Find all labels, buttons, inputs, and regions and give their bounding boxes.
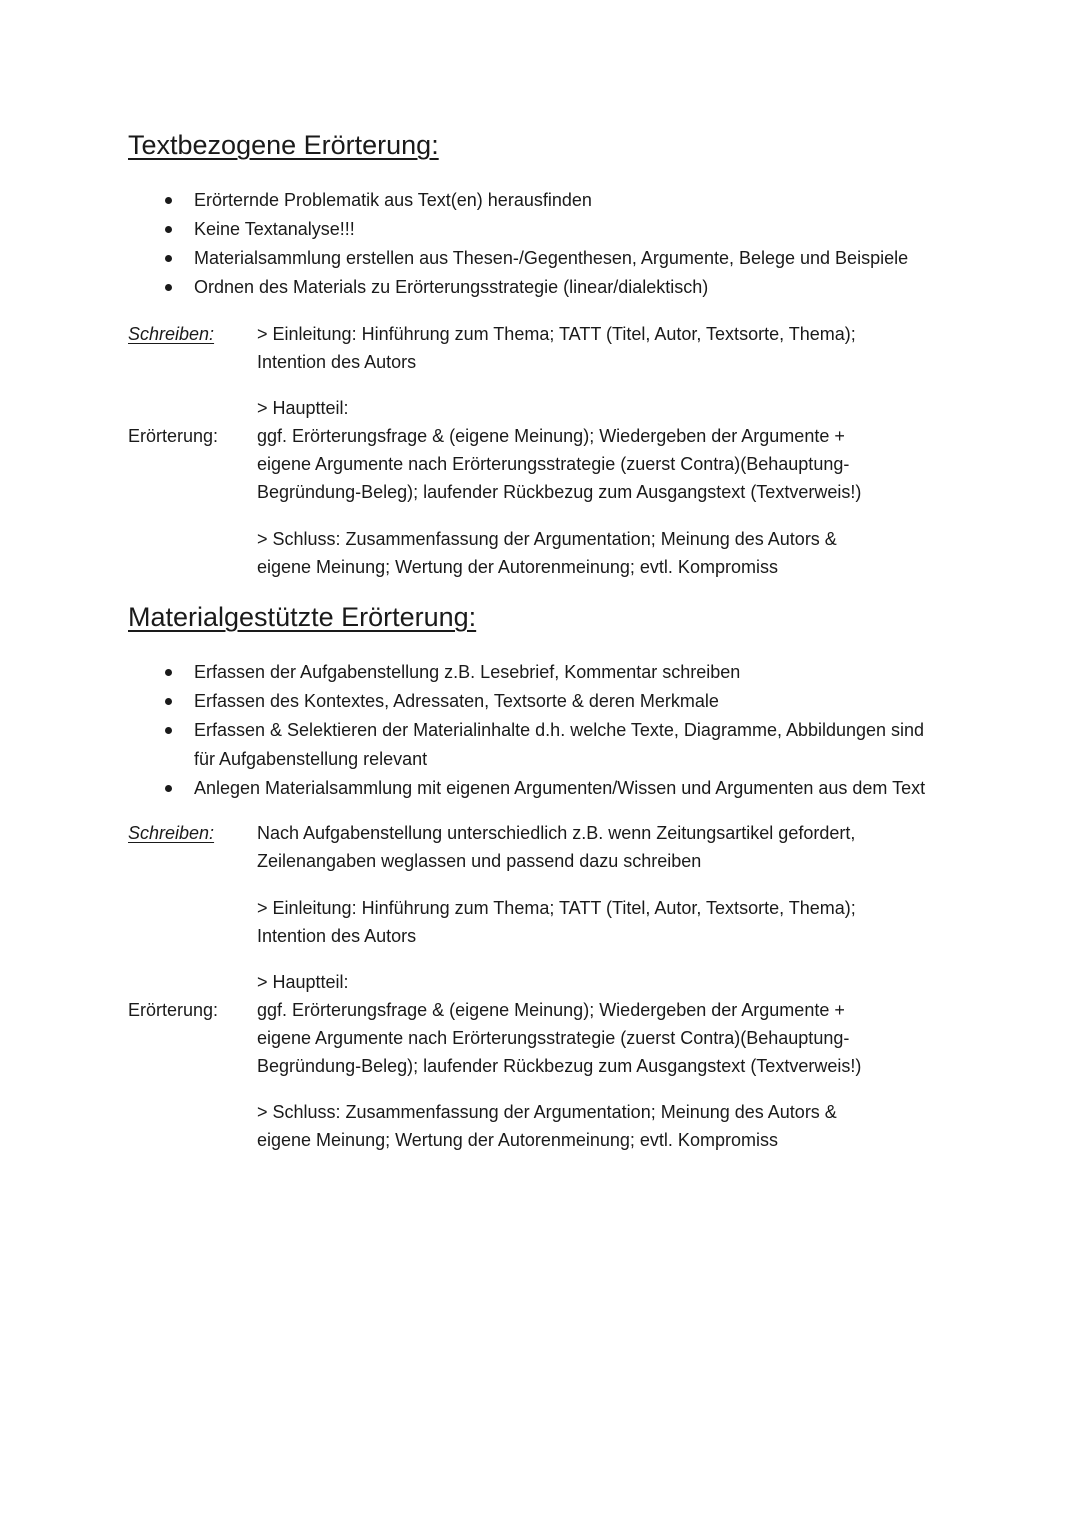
list-item: Anlegen Materialsammlung mit eigenen Argumenten/Wissen und Argumenten aus dem Text: [158, 774, 958, 803]
section1-hauptteil: [257, 394, 957, 506]
section1-eroerterung-label: Erörterung:: [128, 426, 219, 446]
text-line: > Einleitung: Hinführung zum Thema; TATT (Titel, Autor, Textsorte, Thema);: [257, 324, 856, 344]
list-item: Erfassen des Kontextes, Adressaten, Textsorte & deren Merkmale: [158, 687, 958, 716]
section1-schluss: [257, 525, 957, 581]
section2-title: Materialgestützte Erörterung:: [128, 602, 477, 632]
text-line: Zeilenangaben weglassen und passend dazu schreiben: [257, 851, 702, 871]
section1-einleitung: [257, 320, 957, 376]
section2-eroerterung-label: Erörterung:: [128, 1000, 219, 1020]
section1-title: Textbezogene Erörterung:: [128, 130, 439, 160]
text-line: > Hauptteil:: [257, 398, 349, 418]
text-line: > Schluss: Zusammenfassung der Argumentation; Meinung des Autors &: [257, 529, 837, 549]
list-item: [158, 716, 958, 774]
section2-einleitung: [257, 894, 957, 950]
section1-schreiben-label: Schreiben:: [128, 324, 215, 344]
text-line: Begründung-Beleg); laufender Rückbezug zum Ausgangstext (Textverweis!): [257, 1056, 862, 1076]
text-line: ggf. Erörterungsfrage & (eigene Meinung); Wiedergeben der Argumente +: [257, 426, 845, 446]
section2-hauptteil: [257, 968, 957, 1080]
text-line: Intention des Autors: [257, 926, 417, 946]
section2-schluss: [257, 1098, 957, 1154]
text-line: eigene Meinung; Wertung der Autorenmeinung; evtl. Kompromiss: [257, 557, 778, 577]
list-item: Ordnen des Materials zu Erörterungsstrategie (linear/dialektisch): [158, 273, 958, 302]
text-line: Intention des Autors: [257, 352, 417, 372]
text-line: eigene Argumente nach Erörterungsstrategie (zuerst Contra)(Behauptung-: [257, 1028, 850, 1048]
section2-intro: [257, 819, 957, 875]
section2-bullet-list: [158, 658, 958, 803]
list-item-text: Erfassen & Selektieren der Materialinhalte d.h. welche Texte, Diagramme, Abbildungen sind: [194, 720, 925, 740]
text-line: eigene Argumente nach Erörterungsstrategie (zuerst Contra)(Behauptung-: [257, 454, 850, 474]
text-line: ggf. Erörterungsfrage & (eigene Meinung); Wiedergeben der Argumente +: [257, 1000, 845, 1020]
text-line: Begründung-Beleg); laufender Rückbezug zum Ausgangstext (Textverweis!): [257, 482, 862, 502]
text-line: > Schluss: Zusammenfassung der Argumentation; Meinung des Autors &: [257, 1102, 837, 1122]
list-item: Erfassen der Aufgabenstellung z.B. Lesebrief, Kommentar schreiben: [158, 658, 958, 687]
text-line: > Einleitung: Hinführung zum Thema; TATT (Titel, Autor, Textsorte, Thema);: [257, 898, 856, 918]
list-item-text-continued: für Aufgabenstellung relevant: [194, 749, 428, 769]
text-line: > Hauptteil:: [257, 972, 349, 992]
list-item: Erörternde Problematik aus Text(en) herausfinden: [158, 186, 958, 215]
text-line: Nach Aufgabenstellung unterschiedlich z.B. wenn Zeitungsartikel gefordert,: [257, 823, 856, 843]
section2-schreiben-label: Schreiben:: [128, 823, 215, 843]
text-line: eigene Meinung; Wertung der Autorenmeinung; evtl. Kompromiss: [257, 1130, 778, 1150]
list-item: Keine Textanalyse!!!: [158, 215, 958, 244]
list-item: Materialsammlung erstellen aus Thesen-/Gegenthesen, Argumente, Belege und Beispiele: [158, 244, 958, 273]
section1-bullet-list: [158, 186, 958, 302]
